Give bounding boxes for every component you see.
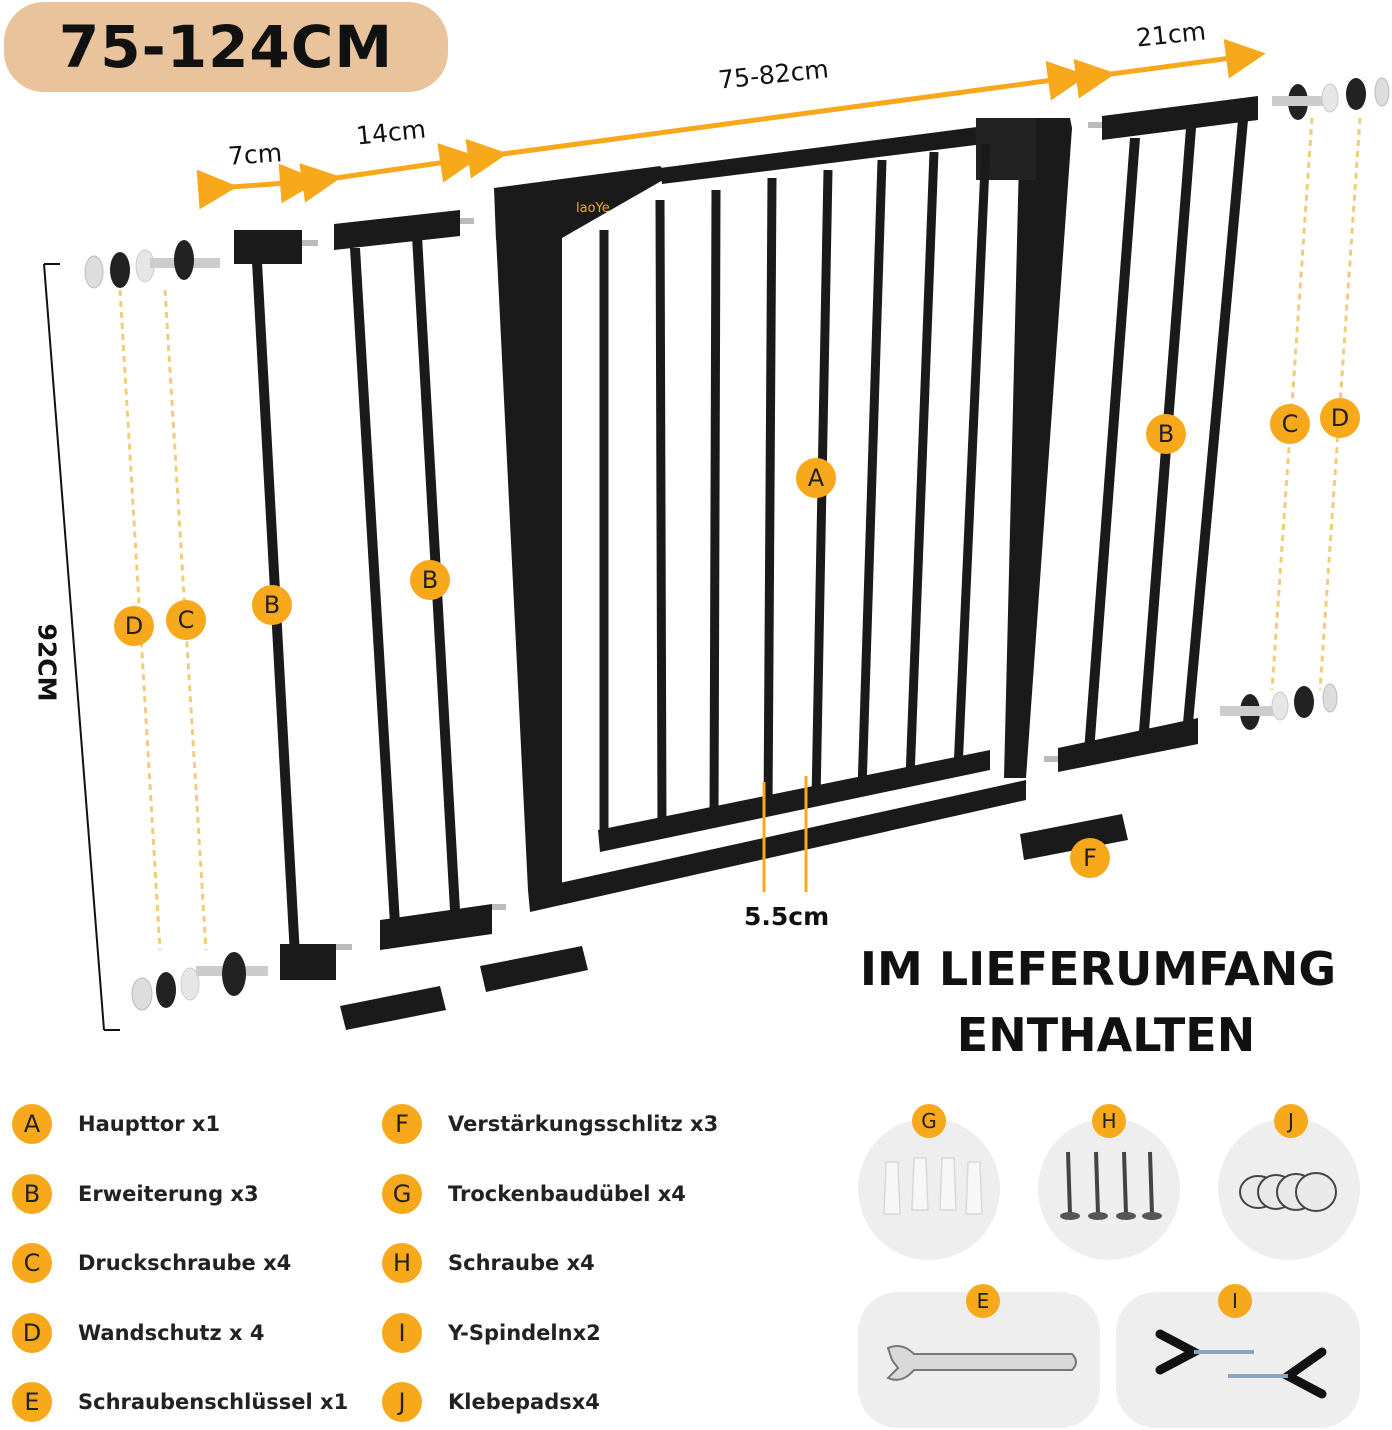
badge-d-right: D <box>1320 398 1360 438</box>
legend-text-i: Y-Spindelnx2 <box>448 1321 601 1345</box>
drywall-anchor-icon <box>858 1118 1000 1260</box>
dim-21cm: 21cm <box>1134 16 1208 53</box>
legend-key-b: B <box>12 1174 52 1214</box>
contents-heading-line1: IM LIEFERUMFANG <box>859 942 1337 996</box>
badge-a: A <box>796 458 836 498</box>
gate-logo: laoYe <box>576 201 610 216</box>
dim-14cm: 14cm <box>354 114 428 151</box>
size-range-title: 75-124CM <box>58 13 394 81</box>
dim-gap: 5.5cm <box>744 902 830 931</box>
legend-item-f <box>382 1104 718 1144</box>
legend-key-a: A <box>12 1104 52 1144</box>
legend-item-c <box>12 1243 291 1283</box>
legend-text-a: Haupttor x1 <box>78 1112 221 1136</box>
legend-key-i: I <box>382 1313 422 1353</box>
badge-b-left: B <box>252 585 292 625</box>
right-bottom-fittings <box>1220 684 1337 730</box>
left-bottom-fittings <box>132 952 268 1010</box>
legend-item-g <box>382 1174 686 1214</box>
right-top-fittings <box>1272 78 1389 120</box>
legend-key-g: G <box>382 1174 422 1214</box>
accessory-h-panel <box>1038 1118 1180 1260</box>
badge-i: I <box>1218 1284 1252 1318</box>
legend-item-d <box>12 1313 264 1353</box>
badge-d-left: D <box>114 606 154 646</box>
badge-g: G <box>912 1104 946 1138</box>
legend-key-f: F <box>382 1104 422 1144</box>
badge-h: H <box>1092 1104 1126 1138</box>
accessory-g-panel <box>858 1118 1000 1260</box>
legend-text-b: Erweiterung x3 <box>78 1182 259 1206</box>
legend-text-h: Schraube x4 <box>448 1251 595 1275</box>
legend-text-g: Trockenbaudübel x4 <box>448 1182 686 1206</box>
legend-text-d: Wandschutz x 4 <box>78 1321 265 1345</box>
legend-item-b <box>12 1174 259 1214</box>
legend-item-e <box>12 1382 348 1422</box>
screw-icon <box>1038 1118 1180 1260</box>
dim-7cm: 7cm <box>227 138 283 171</box>
badge-c-right: C <box>1270 404 1310 444</box>
badge-e: E <box>966 1284 1000 1318</box>
dim-height: 92CM <box>32 623 62 702</box>
legend-item-a <box>12 1104 220 1144</box>
legend-key-e: E <box>12 1382 52 1422</box>
badge-j: J <box>1274 1104 1308 1138</box>
legend-item-h <box>382 1243 595 1283</box>
legend-key-h: H <box>382 1243 422 1283</box>
legend-text-j: Klebepadsx4 <box>448 1390 600 1414</box>
left-top-fittings <box>85 240 220 288</box>
accessory-j-panel <box>1218 1118 1360 1260</box>
badge-c-left: C <box>166 600 206 640</box>
badge-b-mid: B <box>410 560 450 600</box>
legend-key-c: C <box>12 1243 52 1283</box>
badge-b-right: B <box>1146 414 1186 454</box>
legend-item-i <box>382 1313 601 1353</box>
legend-key-d: D <box>12 1313 52 1353</box>
main-gate <box>494 118 1072 912</box>
adhesive-pad-icon <box>1218 1118 1360 1260</box>
dim-75-82cm: 75-82cm <box>716 54 830 95</box>
contents-heading-line2: ENTHALTEN <box>956 1008 1256 1062</box>
legend-key-j: J <box>382 1382 422 1422</box>
legend-text-f: Verstärkungsschlitz x3 <box>448 1112 719 1136</box>
badge-f: F <box>1070 838 1110 878</box>
legend-text-e: Schraubenschlüssel x1 <box>78 1390 349 1414</box>
legend-item-j <box>382 1382 600 1422</box>
legend-text-c: Druckschraube x4 <box>78 1251 292 1275</box>
